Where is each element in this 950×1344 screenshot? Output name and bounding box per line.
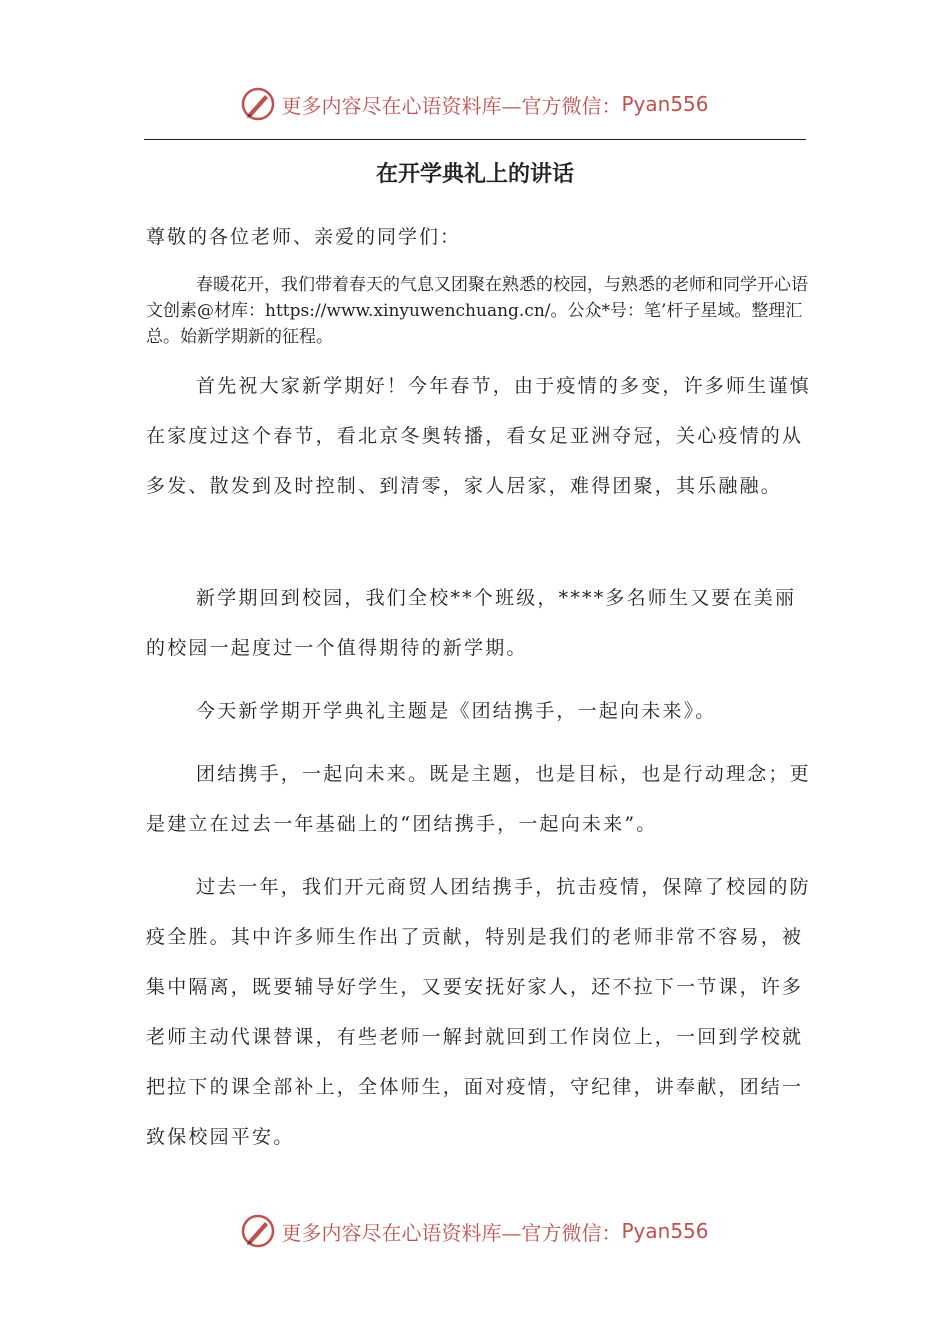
- footer-banner: [0, 1211, 950, 1251]
- footer-wechat-id: Pyan556: [621, 1219, 709, 1243]
- intro-paragraph: 春暖花开，我们带着春天的气息又团聚在熟悉的校园，与熟悉的老师和同学开心语文创素@材库：https://www.xinyuwenchuang.cn/。公众*号：笔’杆子星域。整理汇总。始新学期新的征程。: [146, 275, 808, 347]
- greeting: 尊敬的各位老师、亲爱的同学们：: [146, 226, 462, 248]
- paragraph: 首先祝大家新学期好！今年春节，由于疫情的多变，许多师生谨慎在家度过这个春节，看北京冬奥转播，看女足亚洲夺冠，关心疫情的从多发、散发到及时控制、到清零，家人居家，难得团聚，其乐融融。: [146, 375, 811, 497]
- paragraph: 今天新学期开学典礼主题是《团结携手，一起向未来》。: [196, 700, 717, 722]
- header-banner: [0, 84, 950, 124]
- paragraph: 过去一年，我们开元商贸人团结携手，抗击疫情，保障了校园的防疫全胜。其中许多师生作出了贡献，特别是我们的老师非常不容易，被集中隔离，既要辅导好学生，又要安抚好家人，还不拉下一节课，许多老师主动代课替课，有些老师一解封就回到工作岗位上，一回到学校就把拉下的课全部补上，全体师生，面对疫情，守纪律，讲奉献，团结一致保校园平安。: [146, 876, 811, 1148]
- paragraph: 团结携手，一起向未来。既是主题，也是目标，也是行动理念；更是建立在过去一年基础上的“团结携手，一起向未来”。: [146, 763, 811, 835]
- header-divider: [144, 139, 806, 140]
- header-banner-text: 更多内容尽在心语资料库—官方微信：: [281, 93, 622, 118]
- paragraph: 新学期回到校园，我们全校**个班级，****多名师生又要在美丽的校园一起度过一个值得期待的新学期。: [146, 587, 797, 659]
- header-wechat-id: Pyan556: [621, 92, 709, 116]
- document-title: 在开学典礼上的讲话: [375, 162, 574, 187]
- footer-banner-text: 更多内容尽在心语资料库—官方微信：: [281, 1220, 622, 1245]
- pen-logo-icon: [241, 1214, 275, 1248]
- pen-logo-icon: [241, 87, 275, 121]
